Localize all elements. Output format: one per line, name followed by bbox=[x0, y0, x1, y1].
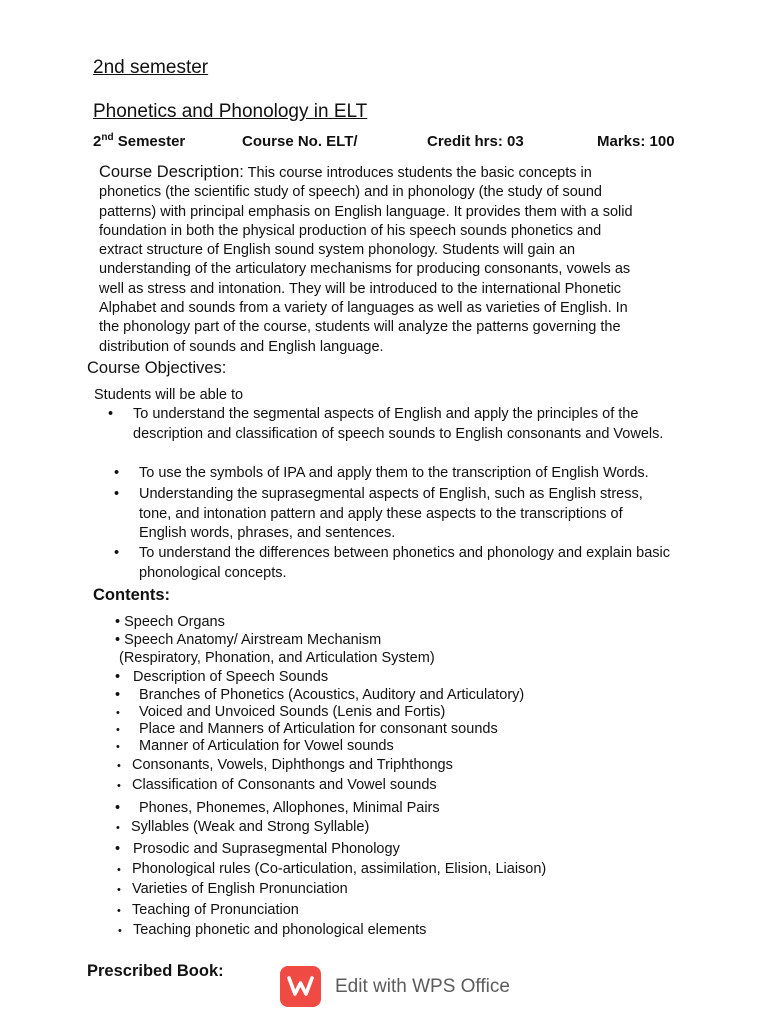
contents-bullet: • bbox=[116, 822, 120, 834]
contents-bullet: • bbox=[115, 614, 121, 630]
contents-bullet: • bbox=[118, 925, 122, 937]
contents-item bbox=[115, 631, 381, 649]
contents-bullet: • bbox=[117, 760, 121, 772]
objectives-heading: Course Objectives: bbox=[87, 359, 227, 377]
description-line: the phonology part of the course, students will analyze the patterns governing the bbox=[99, 319, 621, 336]
contents-bullet: • bbox=[116, 741, 120, 753]
contents-item-text: Phonological rules (Co-articulation, assimilation, Elision, Liaison) bbox=[132, 861, 547, 877]
semester-number: 2 bbox=[93, 133, 102, 150]
contents-item-text: Syllables (Weak and Strong Syllable) bbox=[131, 819, 370, 835]
description-line bbox=[99, 163, 709, 183]
contents-bullet: • bbox=[115, 841, 121, 857]
objective-bullet: • bbox=[114, 465, 120, 481]
contents-item-text: Manner of Articulation for Vowel sounds bbox=[139, 738, 394, 754]
contents-item bbox=[119, 649, 435, 667]
objective-item: To understand the differences between phonetics and phonology and explain basic phonological concepts. bbox=[139, 545, 670, 581]
contents-bullet: • bbox=[117, 864, 121, 876]
meta-semester bbox=[93, 133, 185, 150]
wps-logo-icon bbox=[280, 966, 321, 1007]
semester-suffix: nd bbox=[101, 132, 114, 143]
objective-bullet: • bbox=[108, 406, 114, 422]
wps-watermark-text: Edit with WPS Office bbox=[335, 976, 510, 997]
meta-course-no: Course No. ELT/ bbox=[242, 133, 358, 150]
course-title: Phonetics and Phonology in ELT bbox=[93, 101, 368, 122]
description-line: understanding of the articulatory mechanisms for producing consonants, vowels as bbox=[99, 261, 631, 278]
contents-item-text: Teaching of Pronunciation bbox=[132, 902, 299, 918]
contents-item-text: Speech Anatomy/ Airstream Mechanism bbox=[124, 632, 382, 648]
description-line: Alphabet and sounds from a variety of languages as well as varieties of English. In bbox=[99, 300, 628, 317]
contents-heading: Contents: bbox=[93, 586, 170, 604]
meta-marks: Marks: 100 bbox=[597, 133, 675, 150]
contents-item-text: (Respiratory, Phonation, and Articulation System) bbox=[119, 650, 435, 666]
description-label: Course Description: bbox=[99, 163, 244, 181]
course-description bbox=[99, 163, 709, 357]
semester-title: 2nd semester bbox=[93, 57, 209, 78]
contents-item-text: Branches of Phonetics (Acoustics, Auditory and Articulatory) bbox=[139, 687, 525, 703]
description-line: distribution of sounds and English language. bbox=[99, 338, 384, 355]
description-line: well as stress and intonation. They will be introduced to the international Phonetic bbox=[99, 280, 622, 297]
contents-item-text: Classification of Consonants and Vowel sounds bbox=[132, 777, 437, 793]
meta-credit-hours: Credit hrs: 03 bbox=[427, 133, 524, 150]
contents-item-text: Teaching phonetic and phonological elements bbox=[133, 922, 427, 938]
contents-bullet: • bbox=[116, 707, 120, 719]
objective-bullet: • bbox=[114, 545, 120, 561]
contents-item-text: Consonants, Vowels, Diphthongs and Triphthongs bbox=[132, 757, 453, 773]
description-text: This course introduces students the basic concepts in bbox=[243, 165, 592, 181]
description-line: phonetics (the scientific study of speech) and in phonology (the study of sound bbox=[99, 184, 602, 201]
contents-item-text: Speech Organs bbox=[124, 614, 225, 630]
contents-item-text: Prosodic and Suprasegmental Phonology bbox=[133, 841, 400, 857]
contents-bullet: • bbox=[117, 780, 121, 792]
contents-item-text: Description of Speech Sounds bbox=[133, 669, 329, 685]
contents-bullet: • bbox=[115, 687, 121, 703]
contents-item-text: Phones, Phonemes, Allophones, Minimal Pairs bbox=[139, 800, 440, 816]
objectives-intro: Students will be able to bbox=[94, 387, 244, 403]
contents-item-text: Varieties of English Pronunciation bbox=[132, 881, 348, 897]
description-line: extract structure of English sound system phonology. Students will gain an bbox=[99, 242, 576, 259]
contents-bullet: • bbox=[117, 884, 121, 896]
contents-item-text: Place and Manners of Articulation for consonant sounds bbox=[139, 721, 498, 737]
contents-bullet: • bbox=[117, 905, 121, 917]
objective-item: Understanding the suprasegmental aspects of English, such as English stress, tone, and intonation pattern and apply these aspects to the transcriptions of English words, phrases, and sentences. bbox=[139, 486, 643, 541]
prescribed-book-heading: Prescribed Book: bbox=[87, 962, 224, 980]
description-line: patterns) with principal emphasis on English language. It provides them with a solid bbox=[99, 203, 633, 220]
contents-bullet: • bbox=[115, 800, 121, 816]
contents-item bbox=[115, 613, 225, 631]
contents-bullet: • bbox=[115, 669, 121, 685]
description-line: foundation in both the physical production of his speech sounds phonetics and bbox=[99, 222, 602, 239]
contents-bullet: • bbox=[115, 632, 121, 648]
contents-bullet: • bbox=[116, 724, 120, 736]
objective-item: To understand the segmental aspects of English and apply the principles of the description and classification of speech sounds to English consonants and Vowels. bbox=[133, 406, 664, 442]
semester-word: Semester bbox=[113, 133, 186, 150]
objective-item: To use the symbols of IPA and apply them to the transcription of English Words. bbox=[139, 465, 649, 481]
contents-item-text: Voiced and Unvoiced Sounds (Lenis and Fortis) bbox=[139, 704, 446, 720]
objective-bullet: • bbox=[114, 486, 120, 502]
